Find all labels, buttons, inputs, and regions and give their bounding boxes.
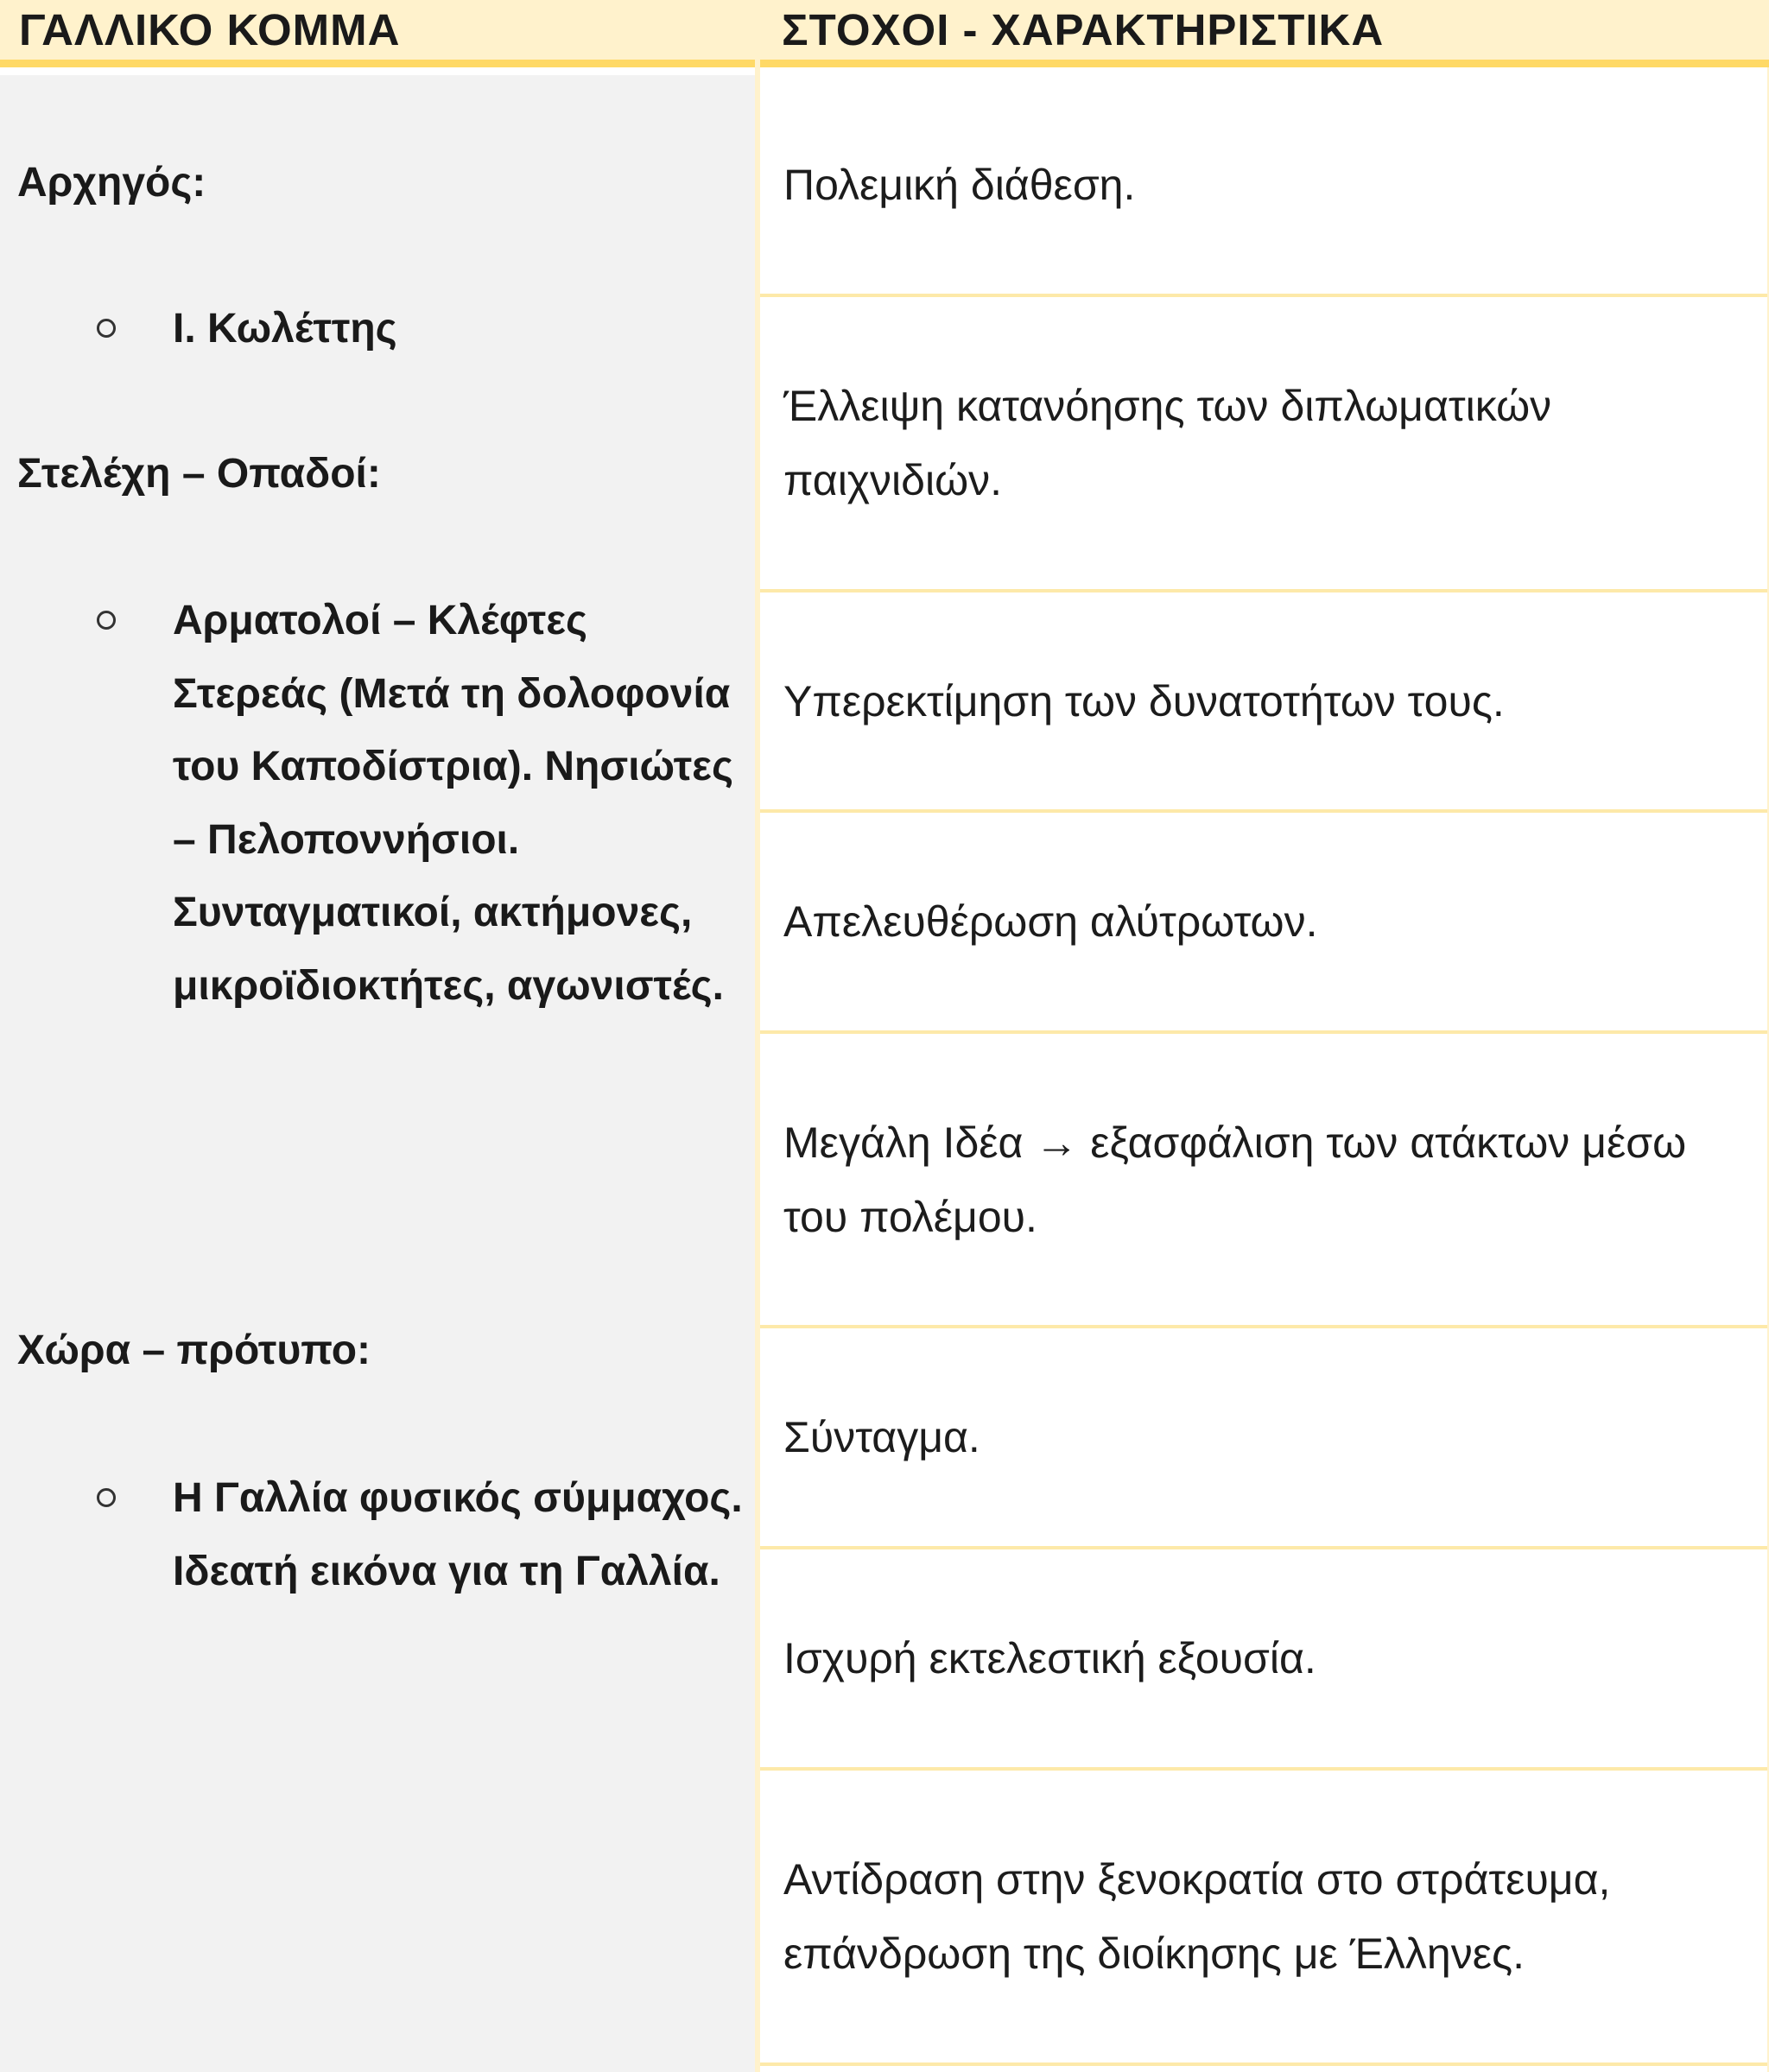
members-text: Αρματολοί – Κλέφτες Στερεάς (Μετά τη δολοφονία του Καποδίστρια). Νησιώτες – Πελοποννήσιοι. Συνταγματικοί, ακτήμονες, μικροϊδιοκτήτες, αγωνιστές. (173, 598, 733, 1009)
goal-row (760, 1771, 1767, 2066)
leader-label: Αρχηγός: (17, 160, 206, 206)
goal-text: Ισχυρή εκτελεστική εξουσία. (783, 1634, 1316, 1682)
leader-name: Ι. Κωλέττης (173, 306, 397, 352)
goal-text: Απελευθέρωση αλύτρωτων. (783, 897, 1318, 946)
header-party-name-text: ΓΑΛΛΙΚΟ ΚΟΜΜΑ (19, 5, 401, 54)
header-party-name (0, 0, 755, 67)
goal-text: Μεγάλη Ιδέα → εξασφάλιση των ατάκτων μέσω του πολέμου. (783, 1118, 1687, 1241)
header-goals-text: ΣΤΟΧΟΙ - ΧΑΡΑΚΤΗΡΙΣΤΙΚΑ (782, 5, 1385, 54)
goal-row (760, 297, 1767, 592)
left-column (0, 75, 755, 2072)
members-label: Στελέχη – Οπαδοί: (17, 451, 381, 497)
goal-row (760, 592, 1767, 813)
circle-bullet-icon (97, 319, 116, 338)
goal-row (760, 75, 1767, 297)
circle-bullet-icon (97, 1488, 116, 1507)
circle-bullet-icon (97, 611, 116, 630)
country-label: Χώρα – πρότυπο: (17, 1327, 371, 1373)
goal-text: Αντίδραση στην ξενοκρατία στο στράτευμα, επάνδρωση της διοίκησης με Έλληνες. (783, 1855, 1611, 1978)
goal-text: Υπερεκτίμηση των δυνατοτήτων τους. (783, 676, 1505, 726)
goal-row (760, 1549, 1767, 1771)
goal-text: Έλλειψη κατανόησης των διπλωματικών παιχνιδιών. (783, 382, 1552, 504)
goal-row (760, 813, 1767, 1034)
header-goals (760, 0, 1769, 67)
goal-text: Πολεμική διάθεση. (783, 160, 1136, 209)
country-text: Η Γαλλία φυσικός σύμμαχος. Ιδεατή εικόνα για τη Γαλλία. (173, 1475, 743, 1594)
goal-row (760, 1328, 1767, 1549)
goal-row (760, 1034, 1767, 1328)
goal-text: Σύνταγμα. (783, 1413, 980, 1461)
